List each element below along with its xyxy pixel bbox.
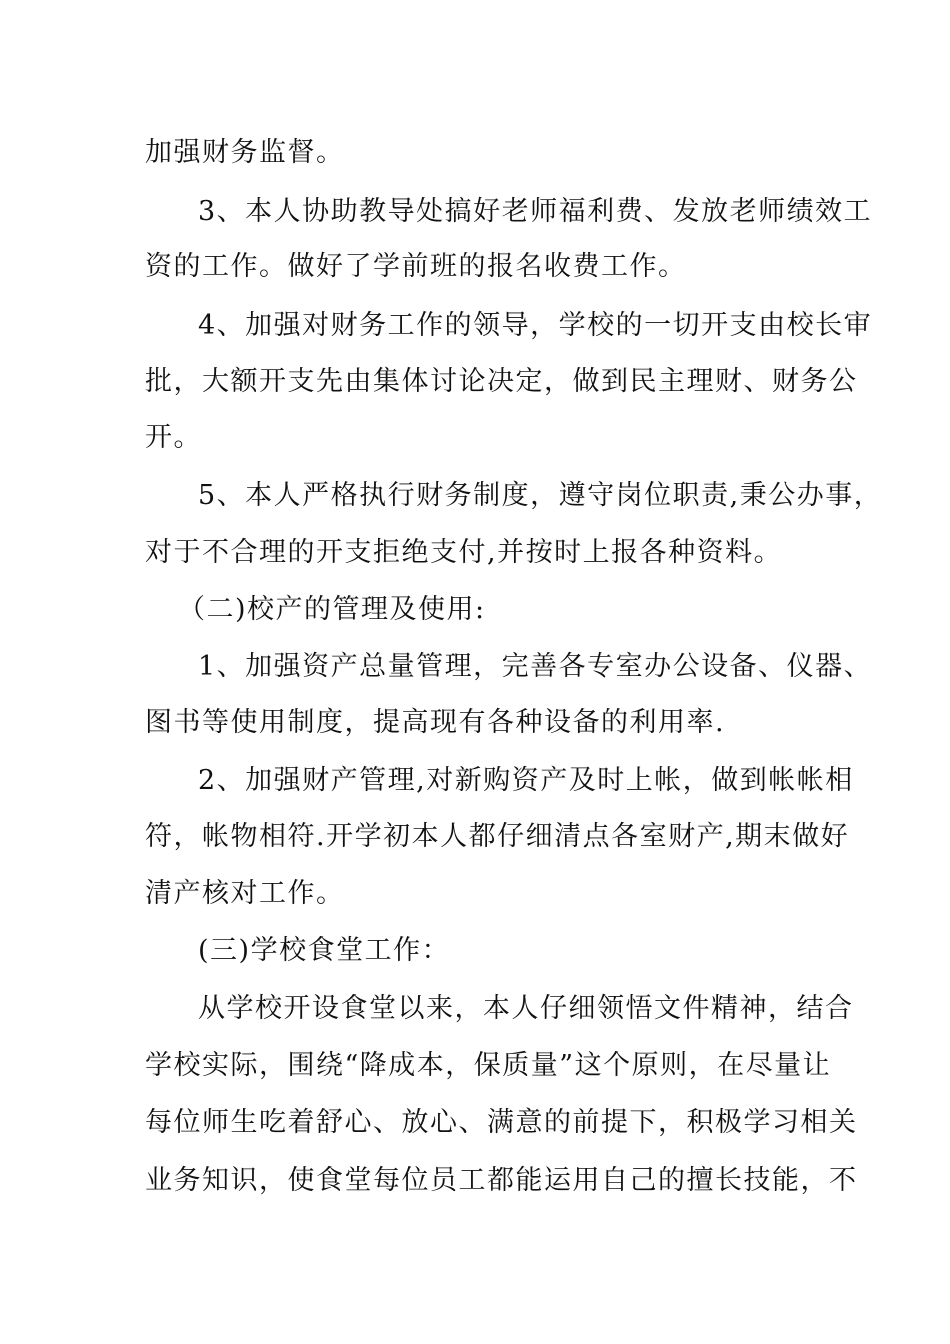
paragraph-line: 业务知识，使食堂每位员工都能运用自己的擅长技能，不 bbox=[145, 1165, 858, 1196]
paragraph-line: 开。 bbox=[145, 422, 202, 453]
paragraph-line: 符，帐物相符.开学初本人都仔细清点各室财产,期末做好 bbox=[145, 821, 850, 852]
paragraph-line: 2、加强财产管理,对新购资产及时上帐，做到帐帐相 bbox=[198, 765, 854, 796]
paragraph-line: 对于不合理的开支拒绝支付,并按时上报各种资料。 bbox=[145, 537, 783, 568]
paragraph-line: 资的工作。做好了学前班的报名收费工作。 bbox=[145, 251, 687, 282]
paragraph-line: 图书等使用制度，提高现有各种设备的利用率. bbox=[145, 707, 726, 738]
section-heading: （二)校产的管理及使用: bbox=[178, 594, 486, 625]
paragraph-line: 清产核对工作。 bbox=[145, 878, 345, 909]
paragraph-line: 每位师生吃着舒心、放心、满意的前提下，积极学习相关 bbox=[145, 1107, 858, 1138]
paragraph-line: 1、加强资产总量管理，完善各专室办公设备、仪器、 bbox=[198, 651, 873, 682]
paragraph-line: 学校实际，围绕“降成本，保质量”这个原则，在尽量让 bbox=[145, 1050, 832, 1081]
paragraph-line: 3、本人协助教导处搞好老师福利费、发放老师绩效工 bbox=[198, 196, 873, 227]
paragraph-line: 5、本人严格执行财务制度，遵守岗位职责,秉公办事， bbox=[198, 480, 883, 511]
paragraph-line: 批，大额开支先由集体讨论决定，做到民主理财、财务公 bbox=[145, 366, 858, 397]
paragraph-line: 加强财务监督。 bbox=[145, 137, 345, 168]
paragraph-line: 4、加强对财务工作的领导，学校的一切开支由校长审 bbox=[198, 310, 873, 341]
paragraph-line: 从学校开设食堂以来，本人仔细领悟文件精神，结合 bbox=[198, 993, 854, 1024]
section-heading: (三)学校食堂工作： bbox=[198, 935, 451, 966]
